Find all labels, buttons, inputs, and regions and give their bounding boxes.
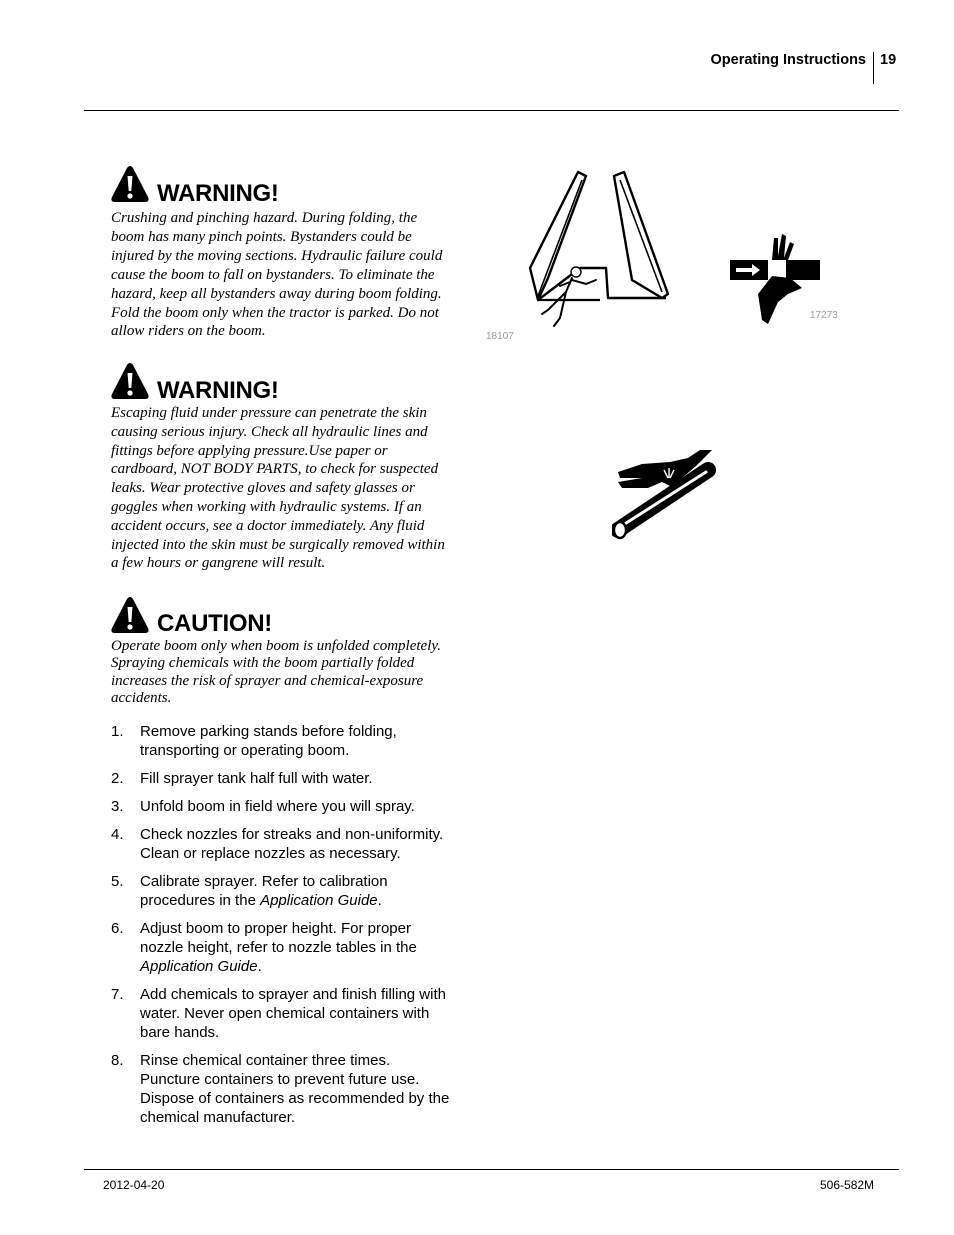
figure-number: 17273	[810, 310, 838, 321]
footer-doc-number: 506-582M	[820, 1178, 875, 1192]
guide-reference: Application Guide	[140, 958, 258, 975]
signal-word-warning: WARNING!	[157, 377, 279, 404]
list-item: 4. Check nozzles for streaks and non-uniformity. Clean or replace nozzles as necessary.	[111, 826, 444, 862]
list-item: 7. Add chemicals to sprayer and finish filling with water. Never open chemical containers with bare hands.	[111, 986, 446, 1041]
list-item: 8. Rinse chemical container three times. Puncture containers to prevent future use. Dispose of containers as recommended by the chemical manufacturer.	[111, 1052, 450, 1126]
footer-date: 2012-04-20	[103, 1178, 165, 1192]
boom-crush-illustration	[520, 168, 680, 348]
list-item: 3. Unfold boom in field where you will spray.	[111, 798, 415, 815]
warning-crushing-text: Crushing and pinching hazard. During folding, the boom has many pinch points. Bystanders could be injured by the moving sections. Hydraulic failure could cause the boom to fall on bystanders. To eliminate the hazard, keep all bystanders away during boom folding. Fold the boom only when the tractor is parked. Do not allow riders on the boom.	[111, 210, 443, 340]
header-rule	[84, 110, 899, 111]
signal-word-warning: WARNING!	[157, 180, 279, 207]
fluid-injection-hand-icon	[612, 448, 724, 540]
list-item: 1. Remove parking stands before folding, transporting or operating boom.	[111, 723, 397, 759]
figure-number: 18107	[486, 331, 514, 342]
operating-steps-list	[111, 722, 451, 1136]
list-item: 6. Adjust boom to proper height. For proper nozzle height, refer to nozzle tables in the Application Guide.	[111, 920, 417, 975]
list-item: 5. Calibrate sprayer. Refer to calibration procedures in the Application Guide.	[111, 873, 388, 909]
guide-reference: Application Guide	[260, 892, 378, 909]
footer-rule	[84, 1169, 899, 1170]
caution-triangle-icon	[110, 595, 150, 635]
signal-word-caution: CAUTION!	[157, 610, 272, 637]
caution-boom-text: Operate boom only when boom is unfolded completely. Spraying chemicals with the boom partially folded increases the risk of sprayer and chemical-exposure accidents.	[111, 638, 441, 706]
header-divider	[873, 52, 874, 84]
header-page-number: 19	[880, 52, 897, 68]
warning-triangle-icon	[110, 164, 150, 204]
warning-triangle-icon	[110, 361, 150, 401]
warning-fluid-text: Escaping fluid under pressure can penetrate the skin causing serious injury. Check all hydraulic lines and fittings before applying pressure.Use paper or cardboard, NOT BODY PARTS, to check for suspected leaks. Wear protective gloves and safety glasses or goggles when working with hydraulic systems. If an accident occurs, see a doctor immediately. Any fluid injected into the skin must be surgically removed within a few hours or gangrene will result.	[111, 405, 445, 572]
header-section-title: Operating Instructions	[710, 52, 866, 68]
list-item: 2. Fill sprayer tank half full with water.	[111, 770, 373, 787]
